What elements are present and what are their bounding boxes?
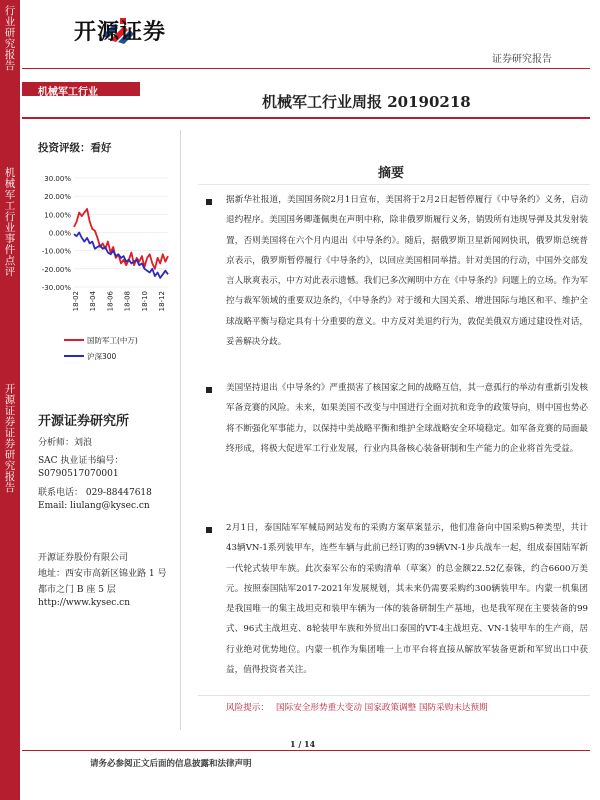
risk-warning-label: 风险提示： [226, 703, 269, 713]
x-tick-label: 18-06 [106, 291, 115, 312]
y-tick-label: 30.00% [44, 175, 71, 183]
summary-heading: 摘要 [378, 166, 405, 181]
report-title: 机械军工行业周报 20190218 [262, 93, 471, 111]
title-divider [22, 117, 590, 119]
company-website-link[interactable]: http://www.kysec.cn [38, 598, 131, 608]
chart-legend [64, 335, 138, 361]
bullet-icon [206, 387, 212, 393]
y-tick-label: 20.00% [44, 193, 71, 202]
report-type-label: 证券研究报告 [492, 54, 552, 65]
header-divider [22, 68, 590, 69]
footer-divider [22, 750, 590, 751]
side-band [0, 0, 20, 800]
company-name: 开源证券 [74, 20, 167, 45]
x-tick-label: 18-10 [140, 291, 149, 312]
chart-series [74, 209, 168, 278]
sac-number: S0790517070001 [38, 469, 119, 479]
series-line-2 [74, 233, 168, 278]
industry-tag: 机械军工行业 [38, 87, 98, 98]
risk-warning-text: 国际安全形势重大变动 国家政策调整 国防采购未达预期 [276, 703, 488, 713]
phone-number: 联系电话： 029-88447618 [38, 488, 152, 498]
y-tick-label: 0.00% [48, 229, 71, 238]
side-band-label-2: 机械军工行业事件点评 [4, 167, 16, 278]
sac-label: SAC 执业证书编号： [38, 456, 124, 466]
x-tick-label: 18-02 [72, 291, 80, 312]
performance-chart [34, 164, 174, 374]
x-axis [72, 290, 166, 311]
summary-paragraph-1: 据新华社报道，美国国务院2月1日宣布，美国将于2月2日起暂停履行《中导条约》义务，启动退约程序。美国国务卿蓬佩奥在声明中称，除非俄罗斯履行义务，销毁所有违规导弹及其发射装置，否则美国将在六个月内退出《中导条约》。随后，据俄罗斯卫星新闻网快讯，俄罗斯总统普京表示，俄罗斯暂停履行《中导条约》，以回应美国相同举措。针对美国的行动，中国外交部发言人耿爽表示，中方对此表示遗憾。我们已多次阐明中方在《中导条约》问题上的立场。作为军控与裁军领域的重要双边条约，《中导条约》对于缓和大国关系、增进国际与地区和平、维护全球战略平衡与稳定具有十分重要的意义。中方反对美退约行为，敦促美俄双方通过建设性对话，妥善解决分歧。 [226, 195, 588, 348]
side-band-label-1: 行业研究报告 [4, 5, 16, 72]
page-number: 1 / 14 [290, 739, 316, 749]
x-tick-label: 18-12 [158, 291, 166, 312]
summary-paragraph-2: 美国坚持退出《中导条约》严重损害了核国家之间的战略互信，其一意孤行的举动有重新引发核军备竞赛的风险。未来，如果美国不改变与中国进行全面对抗和竞争的政策导向，则中国也势必将不断强化军事能力，以保持中美战略平衡和维护全球战略安全环境稳定。如军备竞赛的局面最终形成，将极大促进军工行业发展，行业内具备核心装备研制和生产能力的企业将首先受益。 [226, 383, 588, 454]
research-institute-name: 开源证券研究所 [38, 414, 130, 429]
bullet-icon [206, 527, 212, 533]
email-address[interactable]: Email: liulang@kysec.cn [38, 501, 150, 511]
analyst-name: 分析师：刘浪 [38, 438, 93, 448]
x-tick-label: 18-08 [123, 291, 132, 312]
y-tick-label: 10.00% [44, 211, 71, 220]
y-axis [42, 175, 72, 292]
summary-paragraph-3: 2月1日，泰国陆军军械局网站发布的采购方案草案显示，他们准备向中国采购5种类型，共计43辆VN-1系列装甲车，连些车辆与此前已经订购的39辆VN-1步兵战车一起，组成泰国陆军新一代轮式装甲车族。此次泰军公布的采购清单（草案）的总金额22.52亿泰铢，约合6600万美元。按照泰国陆军2017-2021年发展规划，其未来仍需要采购约300辆装甲车。内蒙一机集团是我国唯一的集主战坦克和装甲车辆为一体的装备研制生产基地，也是我军现在主要装备的99式、96式主战坦克、8轮装甲车族和外贸出口泰国的VT-4主战坦克、VN-1装甲车的生产商，居行业绝对优势地位。内蒙一机作为集团唯一上市平台将直接从解放军装备更新和军贸出口中获益，值得投资者关注。 [226, 523, 588, 676]
legal-disclaimer: 请务必参阅正文后面的信息披露和法律声明 [90, 759, 252, 769]
legend-label: 沪深300 [87, 352, 117, 361]
y-tick-label: -20.00% [41, 265, 71, 274]
y-tick-label: -30.00% [41, 284, 71, 292]
x-tick-label: 18-04 [89, 291, 98, 312]
company-address: 地址：西安市高新区锦业路 1 号 [38, 569, 167, 579]
side-band-label-3: 开源证券证券研究报告 [4, 383, 16, 494]
risk-divider [198, 695, 590, 696]
column-divider [180, 130, 181, 730]
y-tick-label: -10.00% [41, 247, 71, 256]
investment-rating: 投资评级：看好 [38, 142, 112, 154]
summary-divider [198, 184, 590, 185]
company-address-line2: 都市之门 B 座 5 层 [38, 585, 116, 595]
bullet-icon [206, 199, 212, 205]
legend-label: 国防军工(中万) [87, 336, 138, 345]
company-full-name: 开源证券股份有限公司 [38, 553, 129, 563]
